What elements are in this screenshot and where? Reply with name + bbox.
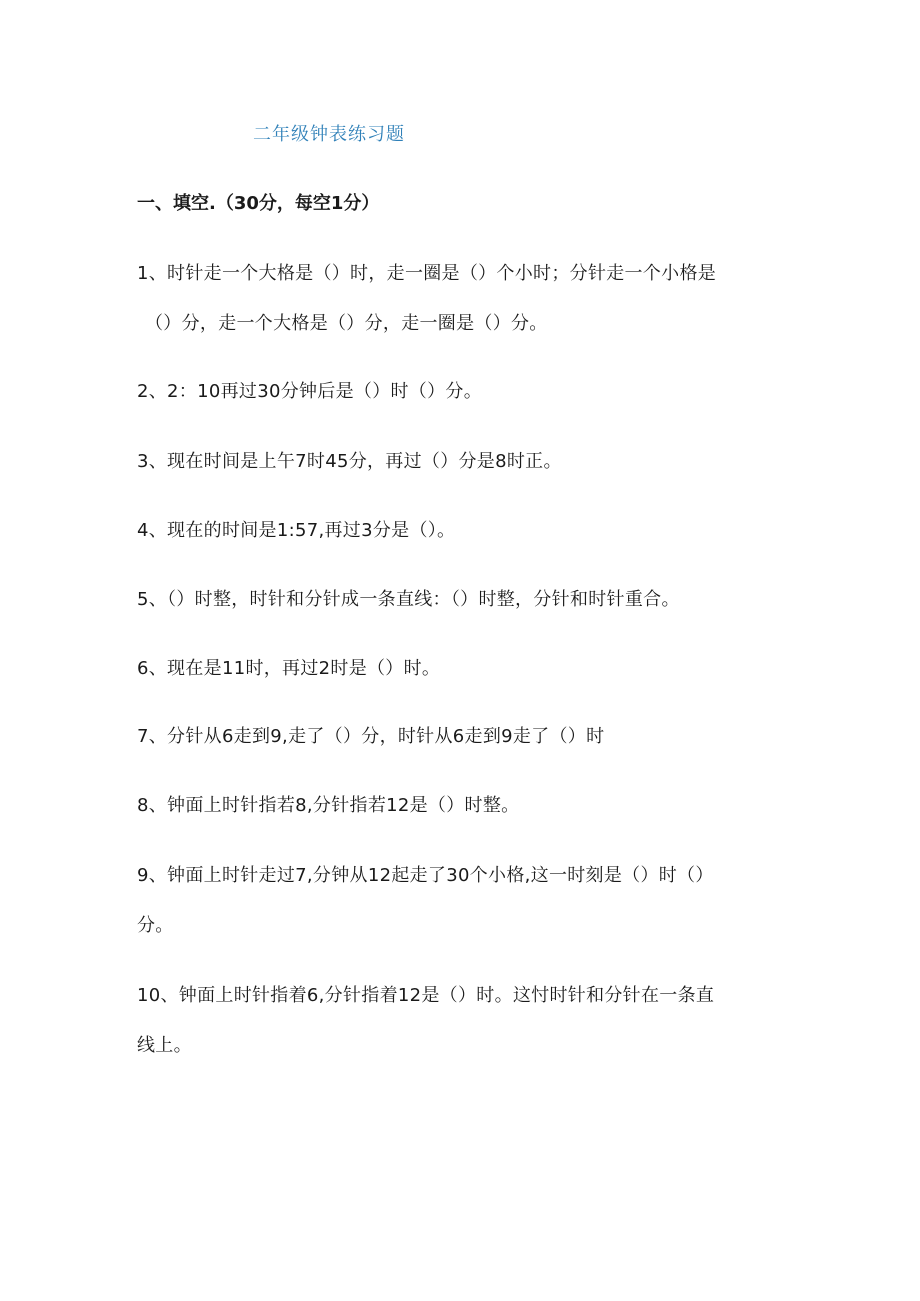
question-9-line-1: 9、钟面上时针走过7,分钟从12起走了30个小格,这一时刻是（）时（）	[137, 865, 714, 886]
question-7: 7、分针从6走到9,走了（）分，时针从6走到9走了（）时	[137, 726, 605, 747]
question-2: 2、2：10再过30分钟后是（）时（）分。	[137, 381, 483, 402]
question-10-line-2: 线上。	[137, 1035, 192, 1056]
question-1-line-2: （）分，走一个大格是（）分，走一圈是（）分。	[145, 313, 548, 334]
question-8: 8、钟面上时针指若8,分针指若12是（）时整。	[137, 795, 520, 816]
page-title: 二年级钟表练习题	[253, 124, 405, 145]
section-heading: 一、填空.（30分，每空1分）	[137, 193, 380, 214]
question-3: 3、现在时间是上午7时45分，再过（）分是8时正。	[137, 451, 562, 472]
question-1-line-1: 1、时针走一个大格是（）时，走一圈是（）个小时；分针走一个小格是	[137, 263, 717, 284]
question-6: 6、现在是11时，再过2时是（）时。	[137, 658, 441, 679]
question-4: 4、现在的时间是1:57,再过3分是（）。	[137, 520, 456, 541]
question-5: 5、（）时整，时针和分针成一条直线：（）时整，分针和时针重合。	[137, 589, 680, 610]
question-10-line-1: 10、钟面上时针指着6,分针指着12是（）时。这忖时针和分针在一条直	[137, 985, 715, 1006]
question-9-line-2: 分。	[137, 915, 174, 936]
